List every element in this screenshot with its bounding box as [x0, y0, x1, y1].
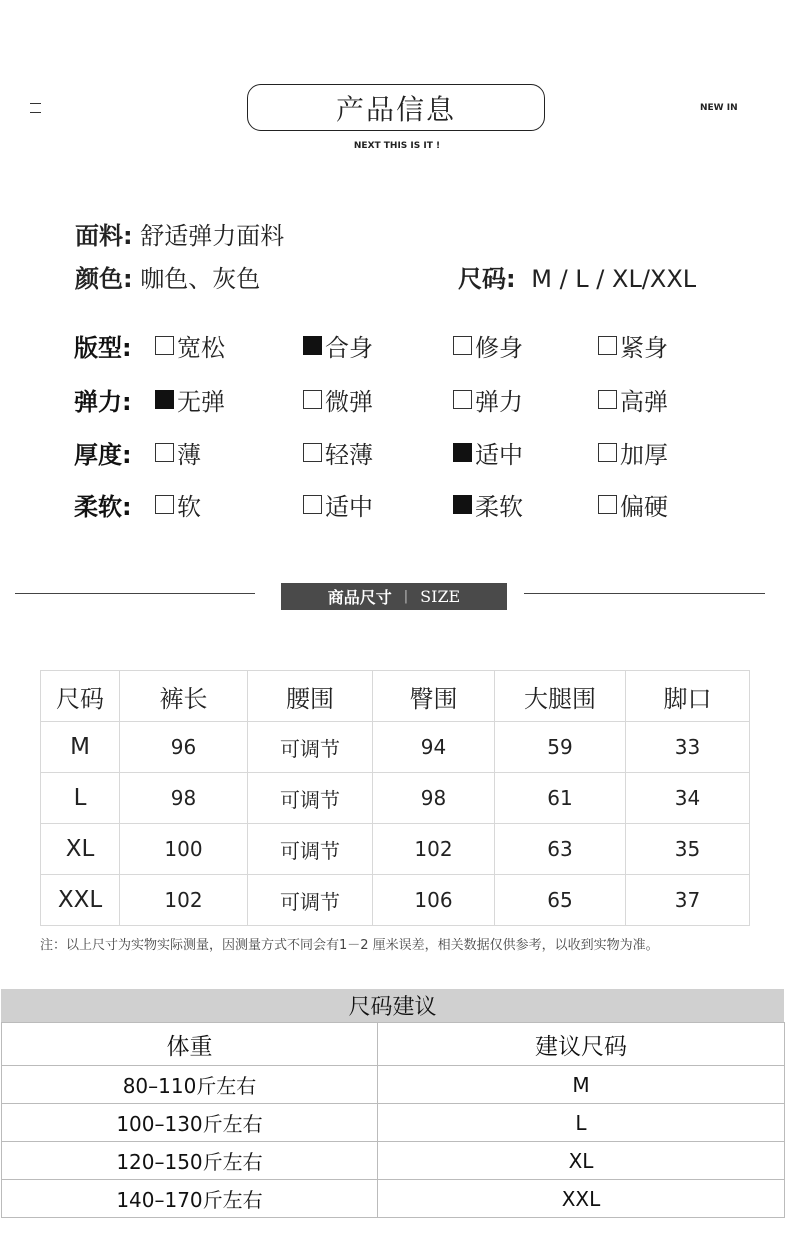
table-cell: 可调节	[248, 773, 373, 824]
size-value: M / L / XL/XXL	[531, 265, 697, 293]
table-header-row	[2, 1023, 785, 1066]
table-cell: 102	[373, 824, 495, 875]
size-section-title-en: SIZE	[420, 587, 461, 606]
header-cell: 腰围	[248, 671, 373, 722]
menu-icon[interactable]	[30, 102, 41, 114]
header-cell: 大腿围	[495, 671, 626, 722]
checkbox-icon	[598, 495, 617, 514]
table-cell: 65	[495, 875, 626, 926]
header-cell: 尺码	[41, 671, 120, 722]
attr-label-thickness: 厚度:	[74, 441, 132, 469]
checkbox-icon	[155, 336, 174, 355]
checkbox-checked-icon	[303, 336, 322, 355]
table-cell: 94	[373, 722, 495, 773]
table-cell: L	[378, 1104, 785, 1142]
header-cell: 建议尺码	[378, 1023, 785, 1066]
table-cell: XXL	[378, 1180, 785, 1218]
option-thickness-thick: 加厚	[598, 435, 668, 470]
recommendation-title: 尺码建议	[1, 989, 784, 1022]
size-section-banner	[281, 583, 507, 610]
checkbox-checked-icon	[453, 495, 472, 514]
table-cell: 98	[120, 773, 248, 824]
option-thickness-light: 轻薄	[303, 435, 373, 470]
option-softness-supple: 柔软	[453, 487, 523, 522]
option-fit-tight: 紧身	[598, 328, 668, 363]
checkbox-icon	[453, 390, 472, 409]
option-thickness-thin: 薄	[155, 435, 201, 470]
checkbox-checked-icon	[453, 443, 472, 462]
checkbox-icon	[303, 390, 322, 409]
table-cell: XL	[378, 1142, 785, 1180]
table-cell: M	[378, 1066, 785, 1104]
size-line	[458, 259, 696, 294]
table-row	[41, 773, 750, 824]
table-cell: XL	[41, 824, 120, 875]
table-row	[2, 1104, 785, 1142]
table-cell: 80–110斤左右	[2, 1066, 378, 1104]
header-cell: 裤长	[120, 671, 248, 722]
table-cell: 可调节	[248, 722, 373, 773]
table-cell: 可调节	[248, 875, 373, 926]
table-cell: 96	[120, 722, 248, 773]
option-fit-loose: 宽松	[155, 328, 225, 363]
measurement-note: 注：以上尺寸为实物实际测量，因测量方式不同会有1－2 厘米误差，相关数据仅供参考，以收到实物为准。	[40, 938, 659, 953]
table-cell: 140–170斤左右	[2, 1180, 378, 1218]
attr-label-fit: 版型:	[74, 334, 132, 362]
attr-label-softness: 柔软:	[74, 493, 132, 521]
page-subtitle: NEXT THIS IS IT !	[353, 141, 441, 151]
table-row	[41, 722, 750, 773]
table-cell: XXL	[41, 875, 120, 926]
color-line	[75, 259, 260, 294]
table-cell: 61	[495, 773, 626, 824]
table-cell: 100	[120, 824, 248, 875]
checkbox-checked-icon	[155, 390, 174, 409]
table-cell: 可调节	[248, 824, 373, 875]
table-cell: 37	[626, 875, 750, 926]
checkbox-icon	[598, 390, 617, 409]
table-cell: 35	[626, 824, 750, 875]
color-value: 咖色、灰色	[140, 265, 261, 293]
table-cell: 34	[626, 773, 750, 824]
table-cell: 33	[626, 722, 750, 773]
new-in-tag: NEW IN	[700, 103, 738, 113]
option-softness-medium: 适中	[303, 487, 373, 522]
table-row	[41, 875, 750, 926]
recommendation-table	[1, 1022, 785, 1218]
table-header-row	[41, 671, 750, 722]
table-row	[2, 1180, 785, 1218]
table-cell: L	[41, 773, 120, 824]
table-cell: 100–130斤左右	[2, 1104, 378, 1142]
table-row	[2, 1142, 785, 1180]
size-label: 尺码:	[458, 265, 516, 293]
size-section-separator: |	[403, 589, 409, 604]
option-stretch-stretchy: 弹力	[453, 382, 523, 417]
checkbox-icon	[453, 336, 472, 355]
attr-label-stretch: 弹力:	[74, 388, 132, 416]
option-stretch-high: 高弹	[598, 382, 668, 417]
fabric-line	[75, 216, 284, 251]
fabric-value: 舒适弹力面料	[140, 222, 285, 250]
checkbox-icon	[598, 443, 617, 462]
header-cell: 脚口	[626, 671, 750, 722]
checkbox-icon	[155, 495, 174, 514]
table-cell: 106	[373, 875, 495, 926]
fabric-label: 面料:	[75, 222, 133, 250]
table-cell: 102	[120, 875, 248, 926]
page-title: 产品信息	[247, 84, 545, 131]
divider-right	[524, 593, 765, 594]
table-cell: 120–150斤左右	[2, 1142, 378, 1180]
size-section-title: 商品尺寸	[327, 588, 392, 607]
divider-left	[15, 593, 255, 594]
size-table	[40, 670, 750, 926]
option-fit-regular: 合身	[303, 328, 373, 363]
table-cell: 63	[495, 824, 626, 875]
table-row	[41, 824, 750, 875]
header-cell: 体重	[2, 1023, 378, 1066]
checkbox-icon	[155, 443, 174, 462]
table-cell: M	[41, 722, 120, 773]
checkbox-icon	[598, 336, 617, 355]
checkbox-icon	[303, 495, 322, 514]
option-softness-soft: 软	[155, 487, 201, 522]
table-cell: 98	[373, 773, 495, 824]
option-stretch-none: 无弹	[155, 382, 225, 417]
header-cell: 臀围	[373, 671, 495, 722]
option-stretch-slight: 微弹	[303, 382, 373, 417]
table-row	[2, 1066, 785, 1104]
color-label: 颜色:	[75, 265, 133, 293]
table-cell: 59	[495, 722, 626, 773]
option-fit-slim: 修身	[453, 328, 523, 363]
option-thickness-medium: 适中	[453, 435, 523, 470]
option-softness-firm: 偏硬	[598, 487, 668, 522]
checkbox-icon	[303, 443, 322, 462]
